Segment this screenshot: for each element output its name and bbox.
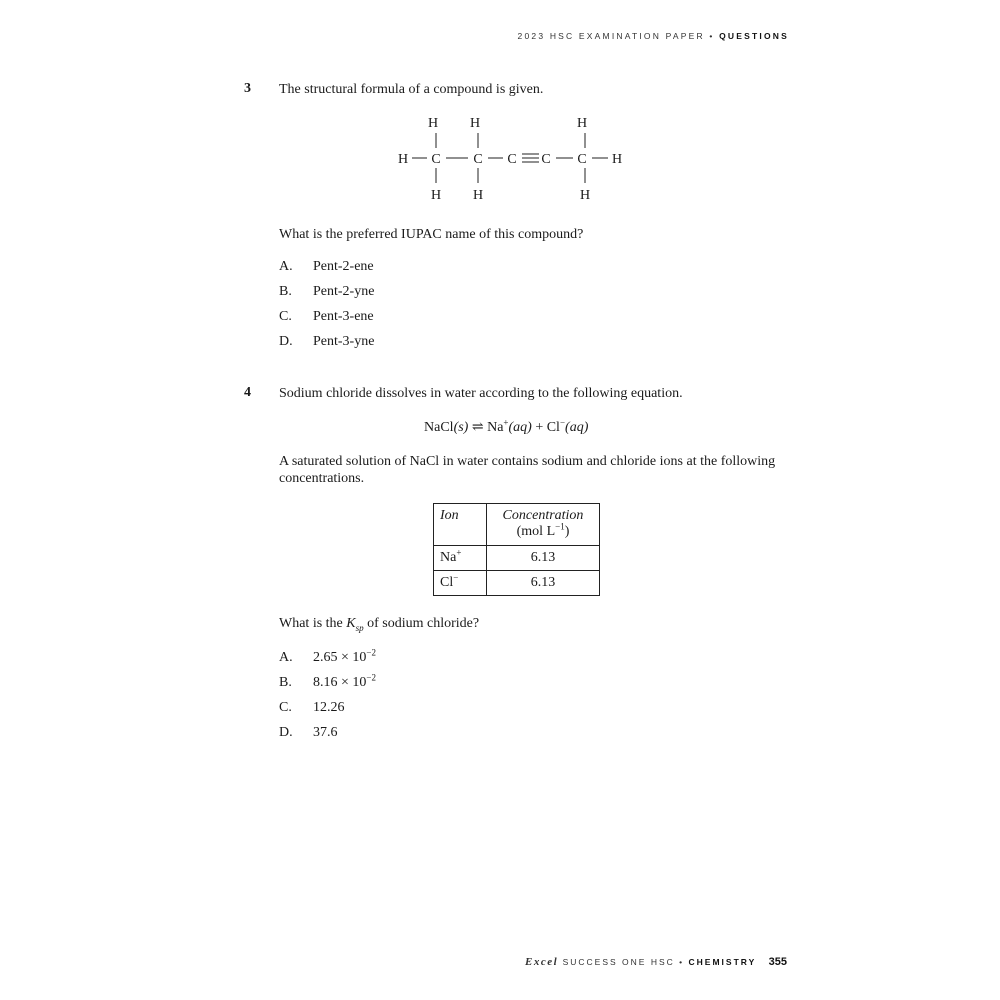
concentration-table-wrap [433,503,600,596]
q4-option-c-letter: C. [279,700,292,715]
equation-reactant: NaCl [424,420,454,435]
atom-h-right: H [611,152,623,167]
q4-option-d-text[interactable]: 37.6 [313,725,338,740]
q4-option-a-text[interactable] [313,647,376,666]
cell-ion [434,571,487,596]
table-row [434,546,600,571]
cell-value: 6.13 [487,546,600,571]
sodium-state: (aq) [508,420,532,435]
ksp-subscript: sp [355,622,364,633]
atom-h-top-3: H [576,116,588,131]
q4-option-a-letter: A. [279,650,293,665]
footer-brand: Excel [525,956,559,968]
question-4-number: 4 [244,385,251,400]
q3-option-d-text[interactable]: Pent-3-yne [313,334,375,349]
option-b-exponent: −2 [366,672,376,683]
ion-symbol: Na [440,550,457,565]
q3-option-b-text[interactable]: Pent-2-yne [313,284,375,299]
atom-c3: C [507,152,517,167]
atom-h-top-2: H [469,116,481,131]
atom-h-bottom-3: H [579,188,591,203]
q3-option-a-letter: A. [279,259,293,274]
equation-plus: + [535,420,544,435]
chloride-charge: − [559,417,566,428]
atom-h-bottom-1: H [430,188,442,203]
sodium-charge: + [503,417,509,428]
equilibrium-arrow: ⇌ [471,420,484,435]
ksp-question-post: of sodium chloride? [367,616,480,631]
ion-symbol: Cl [440,575,454,590]
footer-series: SUCCESS ONE HSC [562,957,675,967]
header-concentration [487,504,600,546]
q4-option-b-text[interactable] [313,672,376,691]
unit-exponent: −1 [555,521,565,532]
running-footer [525,956,787,968]
question-3-prompt: The structural formula of a compound is given. [279,82,544,97]
question-4-intro [279,453,799,487]
atom-h-left: H [397,152,409,167]
ion-charge: + [456,547,462,558]
option-b-mantissa: 8.16 × 10 [313,675,367,690]
footer-separator: • [679,957,685,967]
chloride-state: (aq) [565,420,589,435]
ion-charge: − [453,572,459,583]
question-4-question [279,615,479,632]
question-4-prompt: Sodium chloride dissolves in water according to the following equation. [279,386,683,401]
intro-line-1: A saturated solution of NaCl in water contains sodium and chloride ions at the following [279,454,776,469]
q3-option-d-letter: D. [279,334,293,349]
q3-option-b-letter: B. [279,284,292,299]
option-a-exponent: −2 [366,647,376,658]
cell-ion [434,546,487,571]
table-header-row [434,504,600,546]
q3-option-c-letter: C. [279,309,292,324]
atom-h-top-1: H [427,116,439,131]
unit-text: (mol L [516,524,556,539]
page-number: 355 [768,956,787,968]
q4-option-b-letter: B. [279,675,292,690]
q4-option-d-letter: D. [279,725,293,740]
header-ion: Ion [434,504,487,546]
atom-c1: C [431,152,441,167]
intro-line-2: concentrations. [279,471,365,486]
footer-subject: CHEMISTRY [688,957,757,967]
q4-option-c-text[interactable]: 12.26 [313,700,345,715]
header-concentration-label: Concentration [502,508,584,523]
cell-value: 6.13 [487,571,600,596]
atom-c5: C [577,152,587,167]
concentration-table [433,503,600,596]
q3-option-a-text[interactable]: Pent-2-ene [313,259,374,274]
header-concentration-unit [493,521,593,540]
equation-sodium-ion: Na [487,420,504,435]
ksp-symbol: K [346,616,356,631]
unit-close: ) [564,524,570,539]
header-section: QUESTIONS [719,31,789,41]
running-header [518,31,789,41]
q3-option-c-text[interactable]: Pent-3-ene [313,309,374,324]
dissolution-equation [424,419,588,436]
header-separator: • [709,31,715,41]
atom-c2: C [473,152,483,167]
ksp-question-pre: What is the [279,616,343,631]
atom-h-bottom-2: H [472,188,484,203]
equation-reactant-state: (s) [453,420,469,435]
question-3-question: What is the preferred IUPAC name of this compound? [279,227,584,242]
question-3-number: 3 [244,81,251,96]
table-row [434,571,600,596]
atom-c4: C [541,152,551,167]
structural-formula-diagram [390,108,640,208]
option-a-mantissa: 2.65 × 10 [313,650,367,665]
equation-chloride-ion: Cl [546,420,560,435]
header-title: 2023 HSC EXAMINATION PAPER [517,31,705,41]
